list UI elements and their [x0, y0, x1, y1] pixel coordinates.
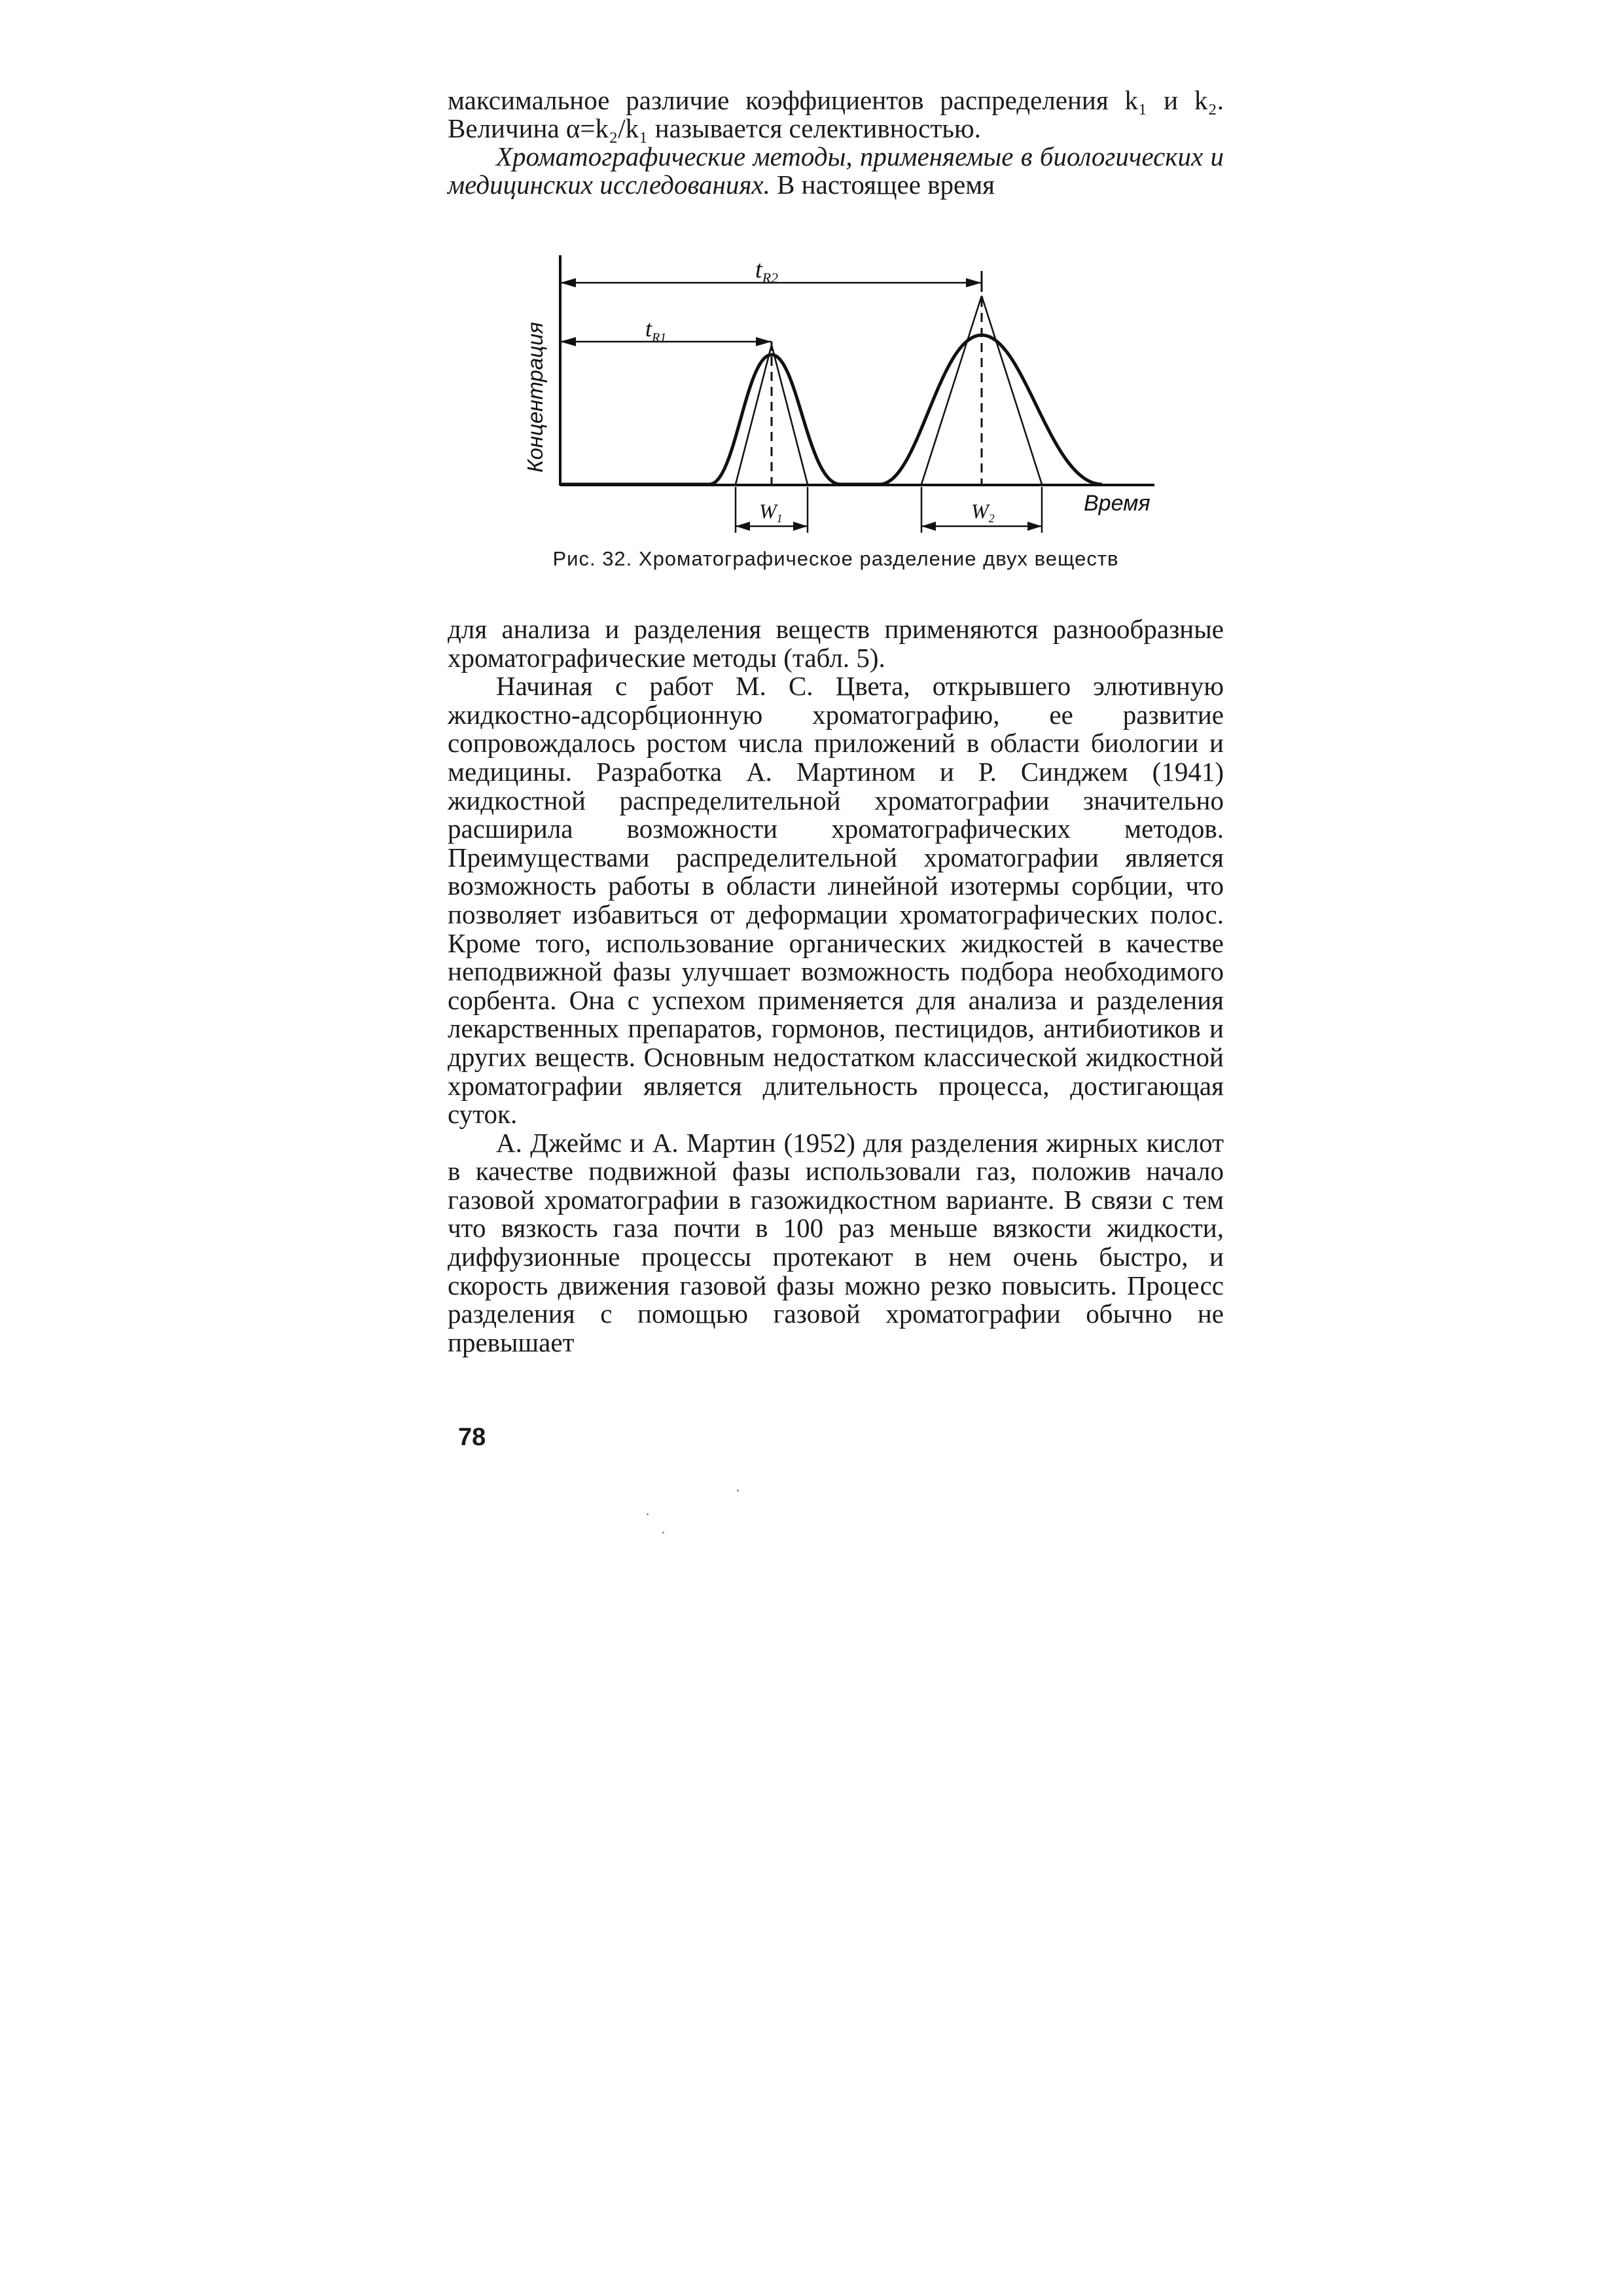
paragraph-methods-intro: [448, 143, 1224, 199]
tangent-peak2-left: [921, 296, 982, 484]
tangent-peak2-right: [982, 296, 1042, 484]
intro-text: [448, 86, 1224, 199]
paragraph-selectivity: максимальное различие коэффициентов распределения k₁ и k₂. Величина α=k₂/k₁ называется селективностью.: [448, 85, 1224, 143]
chromatogram-curve: [560, 335, 1102, 484]
y-axis-label: Концентрация: [523, 321, 547, 473]
w1-label: W1: [759, 499, 783, 525]
page-number: 78: [458, 1424, 486, 1451]
tR1-label: $t_{R1}$: [645, 315, 667, 345]
chromatogram-figure: [448, 243, 1224, 584]
scan-speck: [737, 1490, 739, 1492]
tR1-arrowhead-left: [560, 337, 576, 346]
w2-arrowhead-right: [1027, 522, 1042, 531]
x-axis-label: Время: [1084, 491, 1150, 516]
w1-arrowhead-right: [793, 522, 808, 531]
paragraph-methods-continued: для анализа и разделения веществ применяются разнообразные хроматографические методы (табл. 5).: [448, 614, 1224, 673]
paragraph-methods-rest: В настоящее время: [770, 170, 995, 200]
w1-arrowhead-left: [736, 522, 750, 531]
paragraph-tsvet: Начиная с работ М. С. Цвета, открывшего элютивную жидкостно-адсорбционную хроматографию, ее развитие сопровождалось ростом числа приложений в области биологии и медицины. Разработка А. Мартином и Р. Синджем (1941) жидкостной распределительной хроматографии значительно расширила возможности хроматографических методов. Преимуществами распределительной хроматографии является возможность работы в области линейной изотермы сорбции, что позволяет избавиться от деформации хроматографических полос. Кроме того, использование органических жидкостей в качестве неподвижной фазы улучшает возможность подбора необходимого сорбента. Она с успехом применяется для анализа и разделения лекарственных препаратов, гормонов, пестицидов, антибиотиков и других веществ. Основным недостатком классической жидкостной хроматографии является длительность процесса, достигающая суток.: [448, 671, 1224, 1130]
scan-speck: [647, 1513, 649, 1515]
tR2-arrowhead-left: [560, 278, 576, 287]
chromatogram-svg: [448, 243, 1224, 551]
italic-heading: Хроматографические методы, применяемые в биологических и медицинских исследованиях.: [448, 141, 1224, 200]
main-text: [448, 615, 1224, 1357]
w2-label: W2: [971, 499, 995, 525]
scan-speck: [662, 1532, 664, 1534]
tR1-arrowhead-right: [756, 337, 772, 346]
w2-arrowhead-left: [921, 522, 936, 531]
figure-caption: Рис. 32. Хроматографическое разделение двух веществ: [552, 547, 1119, 570]
tR2-arrowhead-right: [966, 278, 982, 287]
tR2-label: $t_{R2}$: [755, 256, 779, 286]
paragraph-james-martin: А. Джеймс и А. Мартин (1952) для разделения жирных кислот в качестве подвижной фазы использовали газ, положив начало газовой хроматографии в газожидкостном варианте. В связи с тем что вязкость газа почти в 100 раз меньше вязкости жидкости, диффузионные процессы протекают в нем очень быстро, и скорость движения газовой фазы можно резко повысить. Процесс разделения с помощью газовой хроматографии обычно не превышает: [448, 1127, 1224, 1357]
